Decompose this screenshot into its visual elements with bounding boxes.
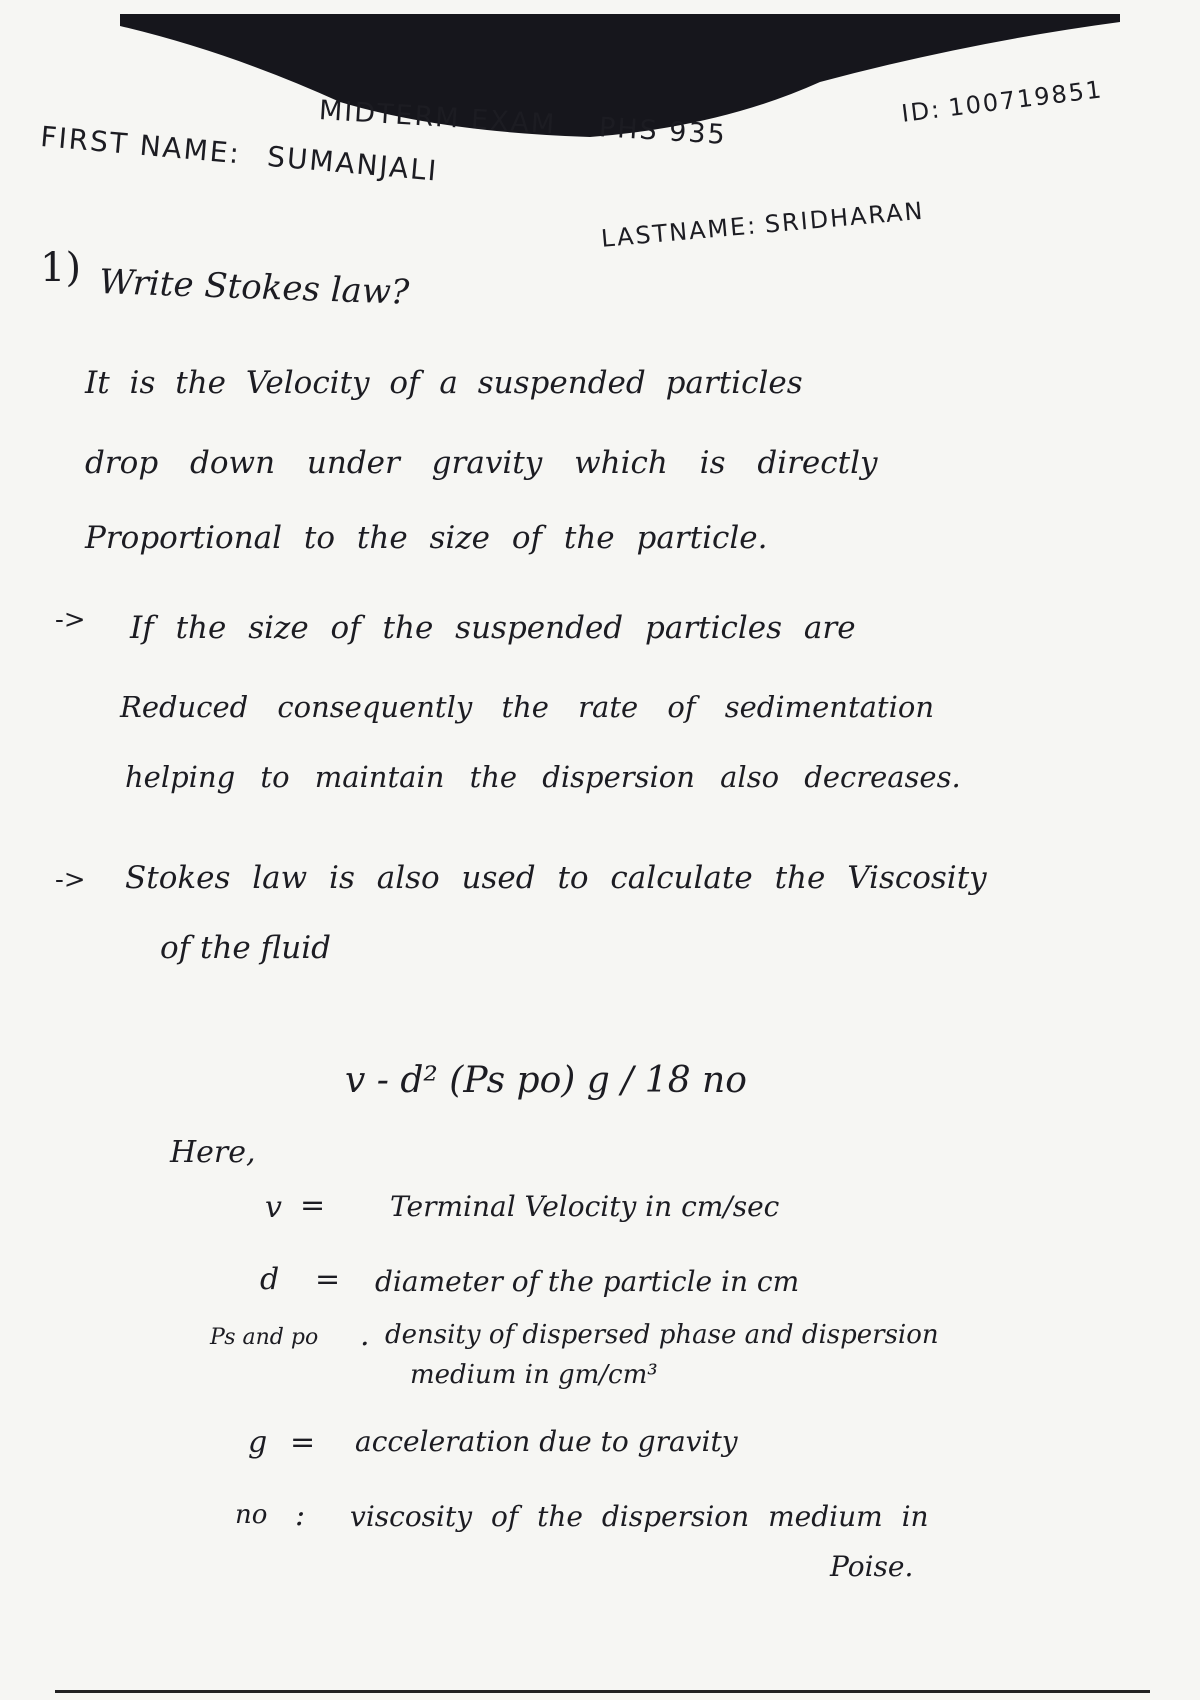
bullet-2-line-1: Stokes law is also used to calculate the Viscosity xyxy=(125,860,987,896)
legend-text: viscosity of the dispersion medium in xyxy=(350,1500,929,1533)
stokes-formula: v - d² (Ps po) g / 18 no xyxy=(345,1060,747,1101)
last-name-line xyxy=(600,197,925,253)
legend-text: Terminal Velocity in cm/sec xyxy=(390,1190,780,1223)
course-code: PHS 935 xyxy=(598,112,728,151)
answer-line-2: drop down under gravity which is directly xyxy=(85,445,878,481)
legend-heading: Here, xyxy=(170,1135,256,1170)
id-value: 100719851 xyxy=(946,75,1105,123)
bullet-1-line-2: Reduced consequently the rate of sedimentation xyxy=(120,690,934,724)
bullet-1-line-3: helping to maintain the dispersion also decreases. xyxy=(125,760,961,794)
bullet-arrow-2: -> xyxy=(55,865,86,895)
legend-text-2: Poise. xyxy=(830,1550,914,1583)
legend-text: diameter of the particle in cm xyxy=(375,1265,800,1298)
answer-line-1: It is the Velocity of a suspended particles xyxy=(85,365,803,401)
bullet-2-line-2: of the fluid xyxy=(160,930,332,966)
legend-symbol: v xyxy=(265,1190,282,1225)
legend-separator: = xyxy=(315,1262,341,1297)
legend-symbol: Ps and po xyxy=(210,1325,319,1350)
legend-text: density of dispersed phase and dispersion xyxy=(385,1320,939,1350)
legend-separator: : xyxy=(295,1498,306,1533)
exam-title: MIDTERM EXAM xyxy=(318,95,558,141)
question-text: Write Stokes law? xyxy=(98,262,410,313)
answer-line-3: Proportional to the size of the particle. xyxy=(85,520,768,556)
first-name-value: SUMANJALI xyxy=(265,139,440,188)
legend-symbol: d xyxy=(260,1262,280,1297)
question-number: 1) xyxy=(40,245,82,291)
legend-symbol: no xyxy=(235,1500,268,1530)
legend-symbol: g xyxy=(248,1425,268,1460)
last-name-value: SRIDHARAN xyxy=(763,196,926,239)
bottom-border xyxy=(55,1690,1150,1693)
last-name-label: LASTNAME: xyxy=(600,211,759,253)
legend-text-2: medium in gm/cm³ xyxy=(410,1360,658,1390)
bullet-1-line-1: If the size of the suspended particles are xyxy=(130,610,856,646)
first-name-label: FIRST NAME: xyxy=(39,120,243,171)
bullet-arrow-1: -> xyxy=(55,605,86,635)
legend-text: acceleration due to gravity xyxy=(355,1425,738,1458)
legend-separator: . xyxy=(360,1318,370,1353)
legend-separator: = xyxy=(300,1188,326,1223)
id-label: ID: xyxy=(900,95,943,128)
legend-separator: = xyxy=(290,1425,316,1460)
